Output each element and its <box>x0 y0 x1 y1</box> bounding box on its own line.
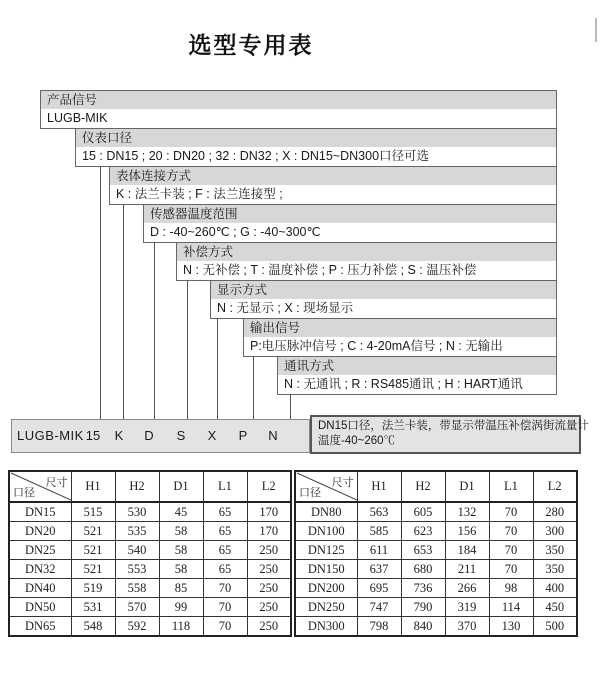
table-header-row <box>295 471 577 502</box>
dimension-cell: 65 <box>203 502 247 522</box>
dimension-cell: 515 <box>71 502 115 522</box>
table-row <box>295 617 577 637</box>
dimension-cell: 790 <box>401 598 445 617</box>
row-header-diameter: DN150 <box>295 560 357 579</box>
diagram-level-6 <box>210 280 557 319</box>
diagram-level-6-header: 显示方式 <box>211 281 556 299</box>
dimension-cell: 170 <box>247 502 291 522</box>
diagram-level-5-content: N : 无补偿 ; T : 温度补偿 ; P : 压力补偿 ; S : 温压补偿 <box>177 261 556 280</box>
dimension-cell: 530 <box>115 502 159 522</box>
dimension-cell: 65 <box>203 522 247 541</box>
page-title: 选型专用表 <box>188 32 314 58</box>
dimension-cell: 558 <box>115 579 159 598</box>
dimension-cell: 319 <box>445 598 489 617</box>
dimension-cell: 548 <box>71 617 115 637</box>
table-row <box>295 541 577 560</box>
row-header-diameter: DN65 <box>9 617 71 637</box>
diagram-level-4-header: 传感器温度范围 <box>144 205 556 223</box>
model-code-segment-1: 15 <box>85 428 101 443</box>
row-header-diameter: DN125 <box>295 541 357 560</box>
diagram-level-1 <box>40 90 557 129</box>
connector-line-4 <box>187 280 188 419</box>
model-code-segment-2: K <box>114 428 124 443</box>
table-row <box>295 502 577 522</box>
table-row <box>9 579 291 598</box>
model-code-segment-7: N <box>268 428 278 443</box>
column-header: H1 <box>357 471 401 502</box>
diagram-level-7-header: 输出信号 <box>244 319 556 337</box>
connector-line-1 <box>100 166 101 419</box>
dimension-table-right <box>294 470 578 637</box>
diagram-level-2 <box>75 128 557 167</box>
dimension-cell: 370 <box>445 617 489 637</box>
dimension-cell: 637 <box>357 560 401 579</box>
dimension-cell: 211 <box>445 560 489 579</box>
corner-cell <box>9 471 71 502</box>
row-header-diameter: DN20 <box>9 522 71 541</box>
diagram-level-2-content: 15 : DN15 ; 20 : DN20 ; 32 : DN32 ; X : DN15~DN300口径可选 <box>76 147 556 166</box>
dimension-cell: 592 <box>115 617 159 637</box>
dimension-cell: 500 <box>533 617 577 637</box>
table-row <box>9 598 291 617</box>
dimension-cell: 170 <box>247 522 291 541</box>
diagram-level-8-header: 通讯方式 <box>278 357 556 375</box>
column-header: L2 <box>533 471 577 502</box>
model-code-segment-3: D <box>144 428 154 443</box>
table-header-row <box>9 471 291 502</box>
column-header: L1 <box>489 471 533 502</box>
row-header-diameter: DN15 <box>9 502 71 522</box>
dimension-cell: 70 <box>203 617 247 637</box>
selection-example-box <box>310 415 589 454</box>
dimension-cell: 611 <box>357 541 401 560</box>
dimension-cell: 70 <box>489 560 533 579</box>
dimension-cell: 250 <box>247 579 291 598</box>
table-row <box>9 541 291 560</box>
model-code-prefix: LUGB-MIK <box>17 428 84 443</box>
dimension-cell: 680 <box>401 560 445 579</box>
row-header-diameter: DN50 <box>9 598 71 617</box>
corner-label-diameter: 口径 <box>299 487 321 499</box>
table-row <box>9 502 291 522</box>
model-code-box <box>11 419 310 453</box>
diagram-level-6-content: N : 无显示 ; X : 现场显示 <box>211 299 556 318</box>
table-row <box>295 522 577 541</box>
table-row <box>295 598 577 617</box>
row-header-diameter: DN300 <box>295 617 357 637</box>
column-header: D1 <box>445 471 489 502</box>
diagram-level-4 <box>143 204 557 243</box>
dimension-cell: 653 <box>401 541 445 560</box>
dimension-cell: 65 <box>203 541 247 560</box>
diagram-level-5 <box>176 242 557 281</box>
dimension-cell: 266 <box>445 579 489 598</box>
dimension-cell: 736 <box>401 579 445 598</box>
dimension-cell: 350 <box>533 560 577 579</box>
corner-label-size: 尺寸 <box>45 477 68 489</box>
dimension-cell: 99 <box>159 598 203 617</box>
dimension-cell: 132 <box>445 502 489 522</box>
dimension-cell: 531 <box>71 598 115 617</box>
table-row <box>295 560 577 579</box>
dimension-cell: 58 <box>159 560 203 579</box>
dimension-cell: 118 <box>159 617 203 637</box>
corner-cell <box>295 471 357 502</box>
dimension-cell: 45 <box>159 502 203 522</box>
dimension-cell: 130 <box>489 617 533 637</box>
dimension-cell: 695 <box>357 579 401 598</box>
dimension-cell: 563 <box>357 502 401 522</box>
dimension-cell: 747 <box>357 598 401 617</box>
dimension-cell: 521 <box>71 560 115 579</box>
model-code-segment-6: P <box>238 428 248 443</box>
connector-line-6 <box>253 356 254 419</box>
page-edge-artifact <box>595 18 597 42</box>
dimension-cell: 250 <box>247 541 291 560</box>
column-header: L1 <box>203 471 247 502</box>
dimension-cell: 840 <box>401 617 445 637</box>
dimension-cell: 280 <box>533 502 577 522</box>
dimension-cell: 250 <box>247 598 291 617</box>
dimension-cell: 540 <box>115 541 159 560</box>
dimension-cell: 70 <box>489 502 533 522</box>
diagram-level-3 <box>109 166 557 205</box>
table-row <box>295 579 577 598</box>
dimension-cell: 450 <box>533 598 577 617</box>
dimension-cell: 250 <box>247 617 291 637</box>
dimension-cell: 114 <box>489 598 533 617</box>
diagram-level-3-header: 表体连接方式 <box>110 167 556 185</box>
diagram-level-1-header: 产品信号 <box>41 91 556 109</box>
dimension-cell: 605 <box>401 502 445 522</box>
row-header-diameter: DN100 <box>295 522 357 541</box>
dimension-cell: 98 <box>489 579 533 598</box>
dimension-cell: 58 <box>159 522 203 541</box>
connector-line-5 <box>217 318 218 419</box>
table-row <box>9 560 291 579</box>
row-header-diameter: DN25 <box>9 541 71 560</box>
row-header-diameter: DN40 <box>9 579 71 598</box>
diagram-level-5-header: 补偿方式 <box>177 243 556 261</box>
dimension-cell: 570 <box>115 598 159 617</box>
dimension-cell: 623 <box>401 522 445 541</box>
connector-line-2 <box>123 204 124 419</box>
dimension-cell: 400 <box>533 579 577 598</box>
dimension-cell: 70 <box>489 541 533 560</box>
row-header-diameter: DN80 <box>295 502 357 522</box>
diagram-level-8 <box>277 356 557 395</box>
model-code-segment-5: X <box>207 428 217 443</box>
dimension-cell: 521 <box>71 541 115 560</box>
column-header: H2 <box>115 471 159 502</box>
dimension-cell: 553 <box>115 560 159 579</box>
row-header-diameter: DN250 <box>295 598 357 617</box>
connector-line-7 <box>290 394 291 419</box>
model-code-segment-4: S <box>176 428 186 443</box>
dimension-cell: 85 <box>159 579 203 598</box>
diagram-level-7-content: P:电压脉冲信号 ; C : 4-20mA信号 ; N : 无输出 <box>244 337 556 356</box>
dimension-cell: 65 <box>203 560 247 579</box>
dimension-cell: 156 <box>445 522 489 541</box>
dimension-cell: 350 <box>533 541 577 560</box>
dimension-cell: 300 <box>533 522 577 541</box>
diagram-level-3-content: K : 法兰卡装 ; F : 法兰连接型 ; <box>110 185 556 204</box>
dimension-cell: 798 <box>357 617 401 637</box>
column-header: L2 <box>247 471 291 502</box>
column-header: D1 <box>159 471 203 502</box>
dimension-cell: 70 <box>489 522 533 541</box>
dimension-cell: 519 <box>71 579 115 598</box>
dimension-cell: 70 <box>203 579 247 598</box>
diagram-level-8-content: N : 无通讯 ; R : RS485通讯 ; H : HART通讯 <box>278 375 556 394</box>
column-header: H1 <box>71 471 115 502</box>
connector-line-3 <box>154 242 155 419</box>
corner-label-diameter: 口径 <box>13 487 35 499</box>
dimension-cell: 250 <box>247 560 291 579</box>
dimension-cell: 521 <box>71 522 115 541</box>
example-line-2: 温度-40~260℃ <box>318 435 396 447</box>
dimension-cell: 70 <box>203 598 247 617</box>
row-header-diameter: DN32 <box>9 560 71 579</box>
dimension-table-left <box>8 470 292 637</box>
diagram-level-1-content: LUGB-MIK <box>41 109 556 128</box>
dimension-cell: 58 <box>159 541 203 560</box>
row-header-diameter: DN200 <box>295 579 357 598</box>
table-row <box>9 617 291 637</box>
corner-label-size: 尺寸 <box>331 477 354 489</box>
diagram-level-7 <box>243 318 557 357</box>
dimension-cell: 184 <box>445 541 489 560</box>
diagram-level-2-header: 仪表口径 <box>76 129 556 147</box>
diagram-level-4-content: D : -40~260℃ ; G : -40~300℃ <box>144 223 556 242</box>
column-header: H2 <box>401 471 445 502</box>
dimension-cell: 535 <box>115 522 159 541</box>
table-row <box>9 522 291 541</box>
example-line-1: DN15口径，法兰卡装，带显示带温压补偿涡街流量计 <box>318 420 589 432</box>
dimension-cell: 585 <box>357 522 401 541</box>
